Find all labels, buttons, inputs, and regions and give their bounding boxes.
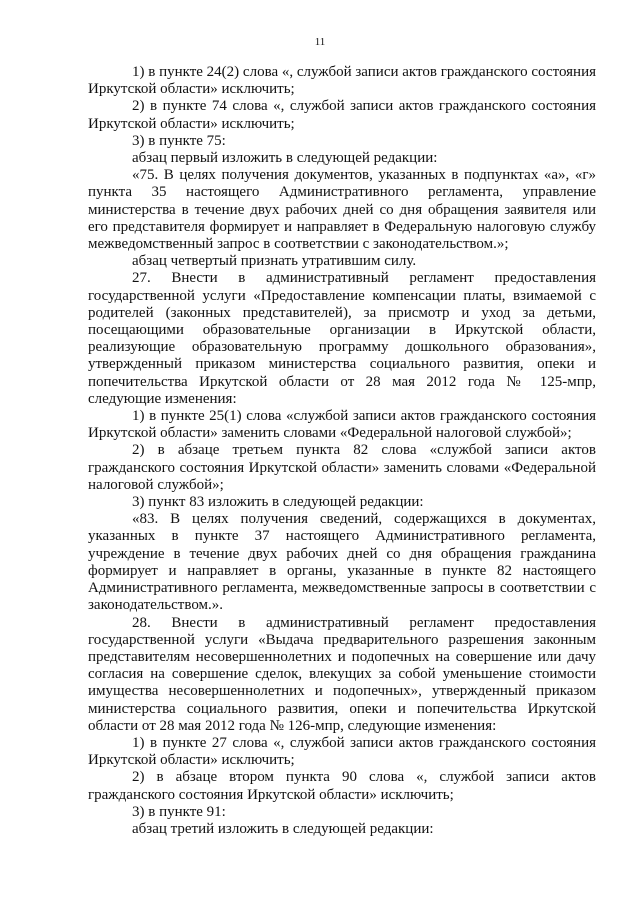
paragraph-item-28-2: 2) в абзаце втором пункта 90 слова «, службой записи актов гражданского состояния Иркутской области» исключить; (88, 769, 596, 803)
paragraph-item-27-1: 1) в пункте 25(1) слова «службой записи актов гражданского состояния Иркутской области» заменить словами «Федеральной налоговой службой»; (88, 408, 596, 442)
paragraph-item-27-2: 2) в абзаце третьем пункта 82 слова «службой записи актов гражданского состояния Иркутской области» заменить словами «Федеральной налоговой службой»; (88, 442, 596, 493)
paragraph-abzac-3: абзац третий изложить в следующей редакции: (132, 820, 434, 837)
paragraph-quote-83: «83. В целях получения сведений, содержащихся в документах, указанных в пункте 37 настоящего Административного регламента, учреждение в течение двух рабочих дней со дня обращения гражданина формирует и направляет в органы, указанные в пункте 82 настоящего Административного регламента, межведомственные запросы в соответствии с законодательством.». (88, 511, 596, 614)
paragraph-section-27: 27. Внести в административный регламент предоставления государственной услуги «Предоставление компенсации платы, взимаемой с родителей (законных представителей), за присмотр и уход за детьми, посещающими образовательные организации в Иркутской области, реализующие образовательную программу дошкольного образования», утвержденный приказом министерства социального развития, опеки и попечительства Иркутской области от 28 мая 2012 года № 125-мпр, следующие изменения: (88, 270, 596, 407)
paragraph-section-28: 28. Внести в административный регламент предоставления государственной услуги «Выдача предварительного разрешения законным представителям несовершеннолетних и подопечных на совершение или дачу согласия на совершение сделок, влекущих за собой уменьшение стоимости имущества несовершеннолетних и подопечных», утвержденный приказом министерства социального развития, опеки и попечительства Иркутской области от 28 мая 2012 года № 126-мпр, следующие изменения: (88, 614, 596, 734)
paragraph-item-28-1: 1) в пункте 27 слова «, службой записи актов гражданского состояния Иркутской области» исключить; (88, 734, 596, 769)
paragraph-abzac-1: абзац первый изложить в следующей редакции: (132, 150, 438, 167)
paragraph-item-28-3: 3) в пункте 91: (132, 803, 226, 820)
paragraph-abzac-4: абзац четвертый признать утратившим силу. (132, 253, 417, 270)
paragraph-item-27-3: 3) пункт 83 изложить в следующей редакции: (132, 494, 424, 511)
paragraph-quote-75: «75. В целях получения документов, указанных в подпунктах «а», «г» пункта 35 настоящего Административного регламента, управление министерства в течение двух рабочих дней со дня обращения заявителя или его представителя формирует и направляет в Федеральную налоговую службу межведомственный запрос в соответствии с законодательством.»; (88, 167, 596, 253)
paragraph-item-3: 3) в пункте 75: (132, 132, 226, 149)
page-number: 11 (314, 36, 326, 48)
paragraph-item-2: 2) в пункте 74 слова «, службой записи актов гражданского состояния Иркутской области» исключить; (88, 98, 596, 132)
paragraph-item-1: 1) в пункте 24(2) слова «, службой записи актов гражданского состояния Иркутской области» исключить; (88, 64, 597, 98)
document-body (88, 64, 596, 838)
